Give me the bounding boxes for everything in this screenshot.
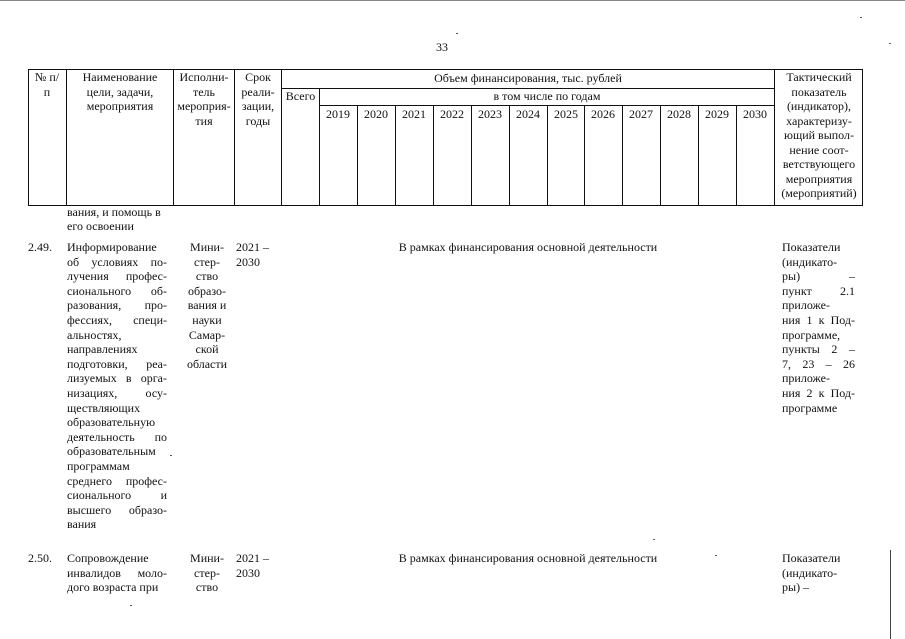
header-num: № п/п <box>34 70 60 99</box>
name-line: лизуемых в орга- <box>67 371 167 386</box>
indicator-line: приложе- <box>782 298 830 313</box>
header-year-2021: 2021 <box>402 107 426 121</box>
name-line: об условиях по- <box>67 254 167 269</box>
divider <box>319 105 774 106</box>
name-line: программам <box>67 458 130 473</box>
row-term <box>236 240 276 269</box>
header-year-2019: 2019 <box>326 107 350 121</box>
name-line: инвалидов моло- <box>67 565 167 580</box>
scan-speck <box>130 605 132 606</box>
header-year-2024: 2024 <box>516 107 540 121</box>
executor-line: ской <box>195 342 219 357</box>
header-executor: Исполни- тель мероприя- тия <box>177 70 231 128</box>
header-year-2029: 2029 <box>705 107 729 121</box>
row-financing: В рамках финансирования основной деятельности <box>398 551 658 565</box>
name-line: ществляющих <box>67 400 141 415</box>
header-year-2027: 2027 <box>629 107 653 121</box>
page-top-edge <box>0 0 905 1</box>
name-line: сионального и <box>67 488 167 503</box>
executor-line: Мини- <box>190 551 224 565</box>
header-year-2026: 2026 <box>591 107 615 121</box>
indicator-line: Показатели <box>782 240 841 254</box>
scan-speck <box>889 43 891 44</box>
name-line: образовательным <box>67 444 156 459</box>
indicator-line: пункты 2 – <box>782 342 855 357</box>
divider <box>66 69 67 206</box>
name-line: вания <box>67 517 97 532</box>
row-executor <box>182 551 232 595</box>
header-financing: Объем финансирования, тыс. рублей <box>434 71 622 85</box>
name-line: деятельность по <box>67 429 167 444</box>
header-term: Срок реали- зации, годы <box>241 70 275 128</box>
header-year-2028: 2028 <box>667 107 691 121</box>
name-line: фессиях, специ- <box>67 312 167 327</box>
header-total: Всего <box>285 89 316 103</box>
indicator-line: (индикато- <box>782 565 838 580</box>
name-line: Сопровождение <box>67 551 149 565</box>
indicator-line: программе, <box>782 327 841 342</box>
row-num: 2.50. <box>28 551 52 565</box>
name-line: альностях, <box>67 327 122 342</box>
row-num: 2.49. <box>28 240 52 254</box>
executor-line: ство <box>195 269 219 284</box>
name-line: среднего профес- <box>67 473 167 488</box>
executor-line: Мини- <box>190 240 224 254</box>
executor-line: стер- <box>194 254 220 269</box>
scan-speck <box>860 17 862 18</box>
name-line: сионального об- <box>67 283 167 298</box>
row-name <box>67 551 167 595</box>
indicator-line: Показатели <box>782 551 841 565</box>
indicator-line: (индикато- <box>782 254 838 269</box>
name-line: Информирование <box>67 240 157 254</box>
executor-line: ство <box>195 580 219 595</box>
header-year-2023: 2023 <box>478 107 502 121</box>
scan-speck <box>715 555 717 556</box>
name-line: дого возраста при <box>67 580 159 595</box>
term-line: 2021 – <box>236 551 269 565</box>
divider <box>774 69 775 206</box>
executor-line: образо- <box>187 283 227 298</box>
row-executor <box>182 240 232 371</box>
continuation-text: вания, и помощь в его освоении <box>67 205 161 233</box>
row-name <box>67 240 167 532</box>
header-name: Наименование цели, задачи, мероприятия <box>82 70 158 113</box>
executor-line: Самар- <box>188 327 226 342</box>
indicator-line: ры) – <box>782 269 855 284</box>
scan-speck <box>653 539 655 540</box>
name-line: низациях, осу- <box>67 385 167 400</box>
row-indicator <box>782 240 855 415</box>
name-line: образовательную <box>67 415 156 430</box>
name-line: подготовки, реа- <box>67 356 167 371</box>
indicator-line: ния 2 к Под- <box>782 385 855 400</box>
term-line: 2021 – <box>236 240 269 254</box>
header-year-2025: 2025 <box>554 107 578 121</box>
name-line: высшего образо- <box>67 502 167 517</box>
indicator-line: пункт 2.1 <box>782 283 855 298</box>
indicator-line: программе <box>782 400 838 415</box>
term-line: 2030 <box>236 254 260 269</box>
executor-line: вания и <box>187 298 227 313</box>
name-line: направлениях <box>67 342 138 357</box>
indicator-line: приложе- <box>782 371 830 386</box>
name-line: лучения профес- <box>67 269 167 284</box>
term-line: 2030 <box>236 565 260 580</box>
executor-line: науки <box>192 312 222 327</box>
executor-line: области <box>186 356 228 371</box>
scan-speck <box>170 455 172 456</box>
header-year-2022: 2022 <box>440 107 464 121</box>
divider <box>234 69 235 206</box>
page-right-edge <box>890 550 891 639</box>
indicator-line: 7, 23 – 26 <box>782 356 855 371</box>
header-year-2020: 2020 <box>364 107 388 121</box>
scan-speck <box>456 33 458 34</box>
indicator-line: ния 1 к Под- <box>782 312 855 327</box>
page-number: 33 <box>436 40 448 54</box>
indicator-line: ры) – <box>782 580 810 595</box>
row-financing: В рамках финансирования основной деятельности <box>398 240 658 254</box>
header-by-years: в том числе по годам <box>493 89 601 103</box>
header-indicator: Тактический показатель (индикатор), характеризу- ющий выпол- нение соот- ветствующего мероприятия (мероприятий) <box>781 70 857 200</box>
row-term <box>236 551 276 580</box>
header-year-2030: 2030 <box>743 107 767 121</box>
name-line: разования, про- <box>67 298 167 313</box>
row-indicator <box>782 551 855 595</box>
executor-line: стер- <box>194 565 220 580</box>
